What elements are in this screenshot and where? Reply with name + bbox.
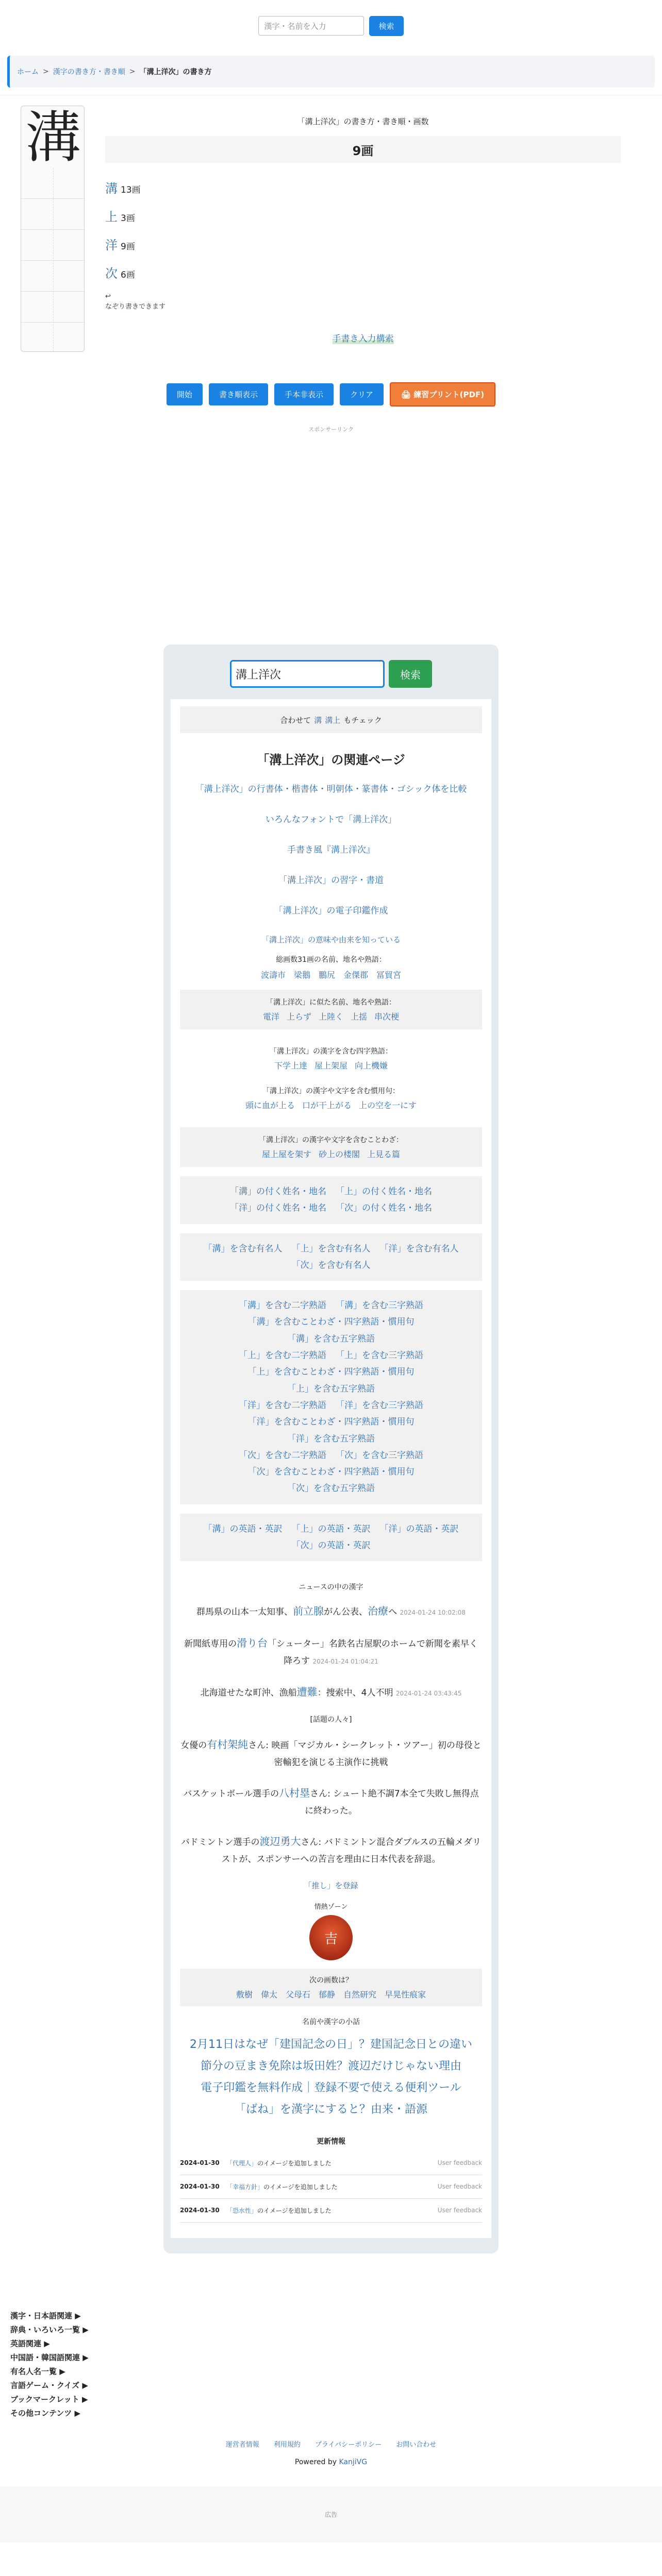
people-box (180, 1233, 482, 1281)
jukugo-link[interactable]: 「次」を含む二字熟語 (239, 1450, 326, 1461)
footer-menu-item[interactable]: 辞典・いろいろ一覧 ▶ (10, 2325, 89, 2334)
name-place-link[interactable]: 「次」の付く姓名・地名 (336, 1203, 432, 1214)
english-box (180, 1514, 482, 1562)
footer-menu-item[interactable]: その他コンテンツ ▶ (10, 2408, 81, 2418)
similar-heading: 「溝上洋次」に似た名前、地名や熟語： (266, 998, 396, 1007)
topic-link[interactable]: 有村架純 (207, 1738, 249, 1751)
sponsor-label: スポンサーリンク (308, 426, 354, 433)
search-button[interactable]: 検索 (369, 16, 403, 36)
omikuji-icon[interactable]: 吉 (309, 1915, 353, 1960)
idiom2-heading: 「溝上洋次」の漢字や文字を含む慣用句： (262, 1087, 400, 1095)
name-place-link[interactable]: 「上」の付く姓名・地名 (336, 1186, 432, 1197)
related-link[interactable]: 「溝上洋次」の行書体・楷書体・明朝体・篆書体・ゴシック体を比較 (195, 784, 467, 794)
related-title: 「溝上洋次」の関連ページ (257, 753, 405, 767)
quiz-list (180, 2034, 482, 2120)
name-place-link[interactable]: 「溝」の付く姓名・地名 (230, 1186, 326, 1197)
english-link[interactable]: 「上」の英語・英訳 (291, 1523, 371, 1534)
same-strokes-heading: 総画数31画の名前、地名や熟語： (276, 955, 386, 964)
same-strokes-link[interactable]: 梁鵝 (293, 970, 310, 980)
jukugo-link[interactable]: 「洋」を含む五字熟語 (287, 1433, 375, 1444)
similar-box (180, 990, 482, 1029)
next-link[interactable]: 郁静 (319, 1990, 336, 2000)
check-link[interactable]: 溝 (314, 715, 322, 725)
news-time: 2024-01-24 01:04:21 (312, 1658, 378, 1666)
stroke-heading: 「溝上洋次」の書き方・書き順・画数 (297, 117, 429, 126)
zone-label: 情熱ゾーン (314, 1903, 348, 1911)
clear-button[interactable]: クリア (340, 383, 384, 405)
char-item (105, 207, 621, 225)
topic-item: バスケットボール選手の八村塁さん: シュート絶不調7本全て失敗し無得点に終わった。 (183, 1786, 479, 1816)
proverb-heading: 「溝上洋次」の漢字や文字を含むことわざ： (259, 1136, 403, 1144)
idiom2-link[interactable]: 頭に血が上る (245, 1100, 295, 1110)
topic-link[interactable]: 渡辺勇大 (259, 1835, 301, 1848)
idiom-heading: 「溝上洋次」の漢字を含む四字熟語： (270, 1047, 392, 1056)
updates-heading: 更新情報 (317, 2137, 345, 2146)
footer-link[interactable]: 利用規約 (273, 2441, 301, 2449)
footer-menu (0, 2310, 662, 2418)
same-strokes-link[interactable]: 冨貿宮 (376, 970, 402, 980)
char-strokes: 3画 (121, 213, 135, 224)
related-link[interactable]: 「溝上洋次」の電子印鑑作成 (274, 905, 388, 916)
breadcrumb-sep: > (43, 67, 49, 76)
quiz-link[interactable]: 節分の豆まき免除は坂田姓？渡辺だけじゃない理由 (200, 2060, 461, 2073)
news-list (180, 1601, 482, 1701)
also-check-prefix: 合わせて (280, 715, 311, 725)
breadcrumb-section[interactable]: 漢字の書き方・書き順 (53, 68, 125, 76)
jukugo-link[interactable]: 「上」を含む三字熟語 (336, 1350, 423, 1361)
trace-note: ↩ なぞり書きできます (105, 293, 166, 311)
next-link[interactable]: 父母石 (285, 1990, 310, 2000)
practice-grid (21, 168, 84, 352)
update-row: 2024-01-30 「恐水性」のイメージを追加しました User feedback (180, 2199, 482, 2223)
idiom2-link[interactable]: 口が干上がる (302, 1100, 352, 1110)
people-link[interactable]: 「洋」を含む有名人 (379, 1243, 459, 1254)
similar-link[interactable]: 上陸く (318, 1011, 343, 1022)
news-time: 2024-01-24 10:02:08 (400, 1609, 466, 1617)
quiz-heading: 名前や漢字の小話 (302, 2018, 360, 2027)
footer-menu-item[interactable]: 言語ゲーム・クイズ ▶ (10, 2380, 88, 2390)
english-link[interactable]: 「次」の英語・英訳 (291, 1540, 371, 1551)
ad-banner[interactable]: 広告 (0, 2487, 662, 2543)
idiom-box (180, 1039, 482, 1078)
jukugo-link[interactable]: 「溝」を含むことわざ・四字熟語・慣用句 (247, 1317, 415, 1328)
related-section (163, 645, 499, 2253)
related-list (180, 782, 482, 947)
powered-by: Powered by KanjiVG (294, 2458, 368, 2466)
char-strokes: 13画 (121, 185, 141, 195)
news-link[interactable]: 遭難 (296, 1685, 318, 1698)
char-strokes: 6画 (121, 270, 135, 280)
related-link[interactable]: 「溝上洋次」の習字・書道 (278, 875, 384, 886)
jukugo-link[interactable]: 「洋」を含む三字熟語 (336, 1400, 423, 1411)
next-heading: 次の画数は？ (309, 1976, 353, 1985)
top-bar (0, 0, 662, 52)
topic-list (180, 1735, 482, 1868)
update-link[interactable]: 「幸福方針」 (226, 2183, 264, 2191)
jukugo-link[interactable]: 「溝」を含む三字熟語 (336, 1300, 423, 1311)
footer-menu-item[interactable]: 英語関連 ▶ (10, 2338, 50, 2348)
people-link[interactable]: 「溝」を含む有名人 (203, 1243, 283, 1254)
update-link[interactable]: 「恐水性」 (226, 2207, 258, 2214)
print-pdf-button[interactable]: 🖨 練習プリント(PDF) (390, 382, 495, 406)
handwrite-link[interactable]: 手書き入力構索 (332, 334, 394, 344)
names-place-box (180, 1176, 482, 1224)
stroke-info (85, 106, 641, 355)
breadcrumb-current: 「溝上洋次」の書き方 (139, 68, 212, 76)
search-button-2[interactable]: 検索 (389, 660, 432, 688)
controls (0, 365, 662, 423)
related-link[interactable]: いろんなフォントで「溝上洋次」 (265, 814, 397, 825)
idiom-link[interactable]: 屋上架屋 (314, 1060, 347, 1071)
update-link[interactable]: 「代理人」 (226, 2159, 258, 2167)
proverb-link[interactable]: 屋上屋を架す (261, 1149, 311, 1159)
char-link[interactable]: 洋 (105, 238, 118, 252)
footer-link[interactable]: プライバシーポリシー (315, 2441, 382, 2449)
similar-link[interactable]: 電洋 (262, 1011, 279, 1022)
start-button[interactable]: 開始 (167, 383, 203, 405)
next-link[interactable]: 自然研究 (343, 1990, 377, 2000)
news-link[interactable]: 治療 (368, 1605, 389, 1618)
breadcrumb-home[interactable]: ホーム (17, 68, 39, 76)
stroke-order-button[interactable]: 書き順表示 (209, 383, 268, 405)
breadcrumb-sep: > (129, 67, 136, 76)
kanjivg-link[interactable]: KanjiVG (339, 2458, 368, 2466)
kanji-display: 溝 (25, 106, 81, 170)
update-row: 2024-01-30 「幸福方針」のイメージを追加しました User feedback (180, 2175, 482, 2199)
footer-menu-item[interactable]: 有名人名一覧 ▶ (10, 2366, 65, 2376)
footer-link[interactable]: 運営者情報 (225, 2441, 259, 2449)
same-strokes-link[interactable]: 金傑郡 (343, 970, 369, 980)
jukugo-link[interactable]: 「洋」を含む二字熟語 (239, 1400, 326, 1411)
char-item (105, 263, 621, 281)
char-strokes: 9画 (121, 242, 135, 252)
search-bar-2 (171, 660, 491, 688)
proverb-box (180, 1127, 482, 1167)
jukugo-link[interactable]: 「上」を含む五字熟語 (287, 1383, 375, 1394)
same-strokes-link[interactable]: 鵬尻 (318, 970, 335, 980)
jukugo-link[interactable]: 「溝」を含む五字熟語 (287, 1333, 375, 1344)
char-item (105, 178, 621, 196)
char-link[interactable]: 上 (105, 210, 118, 224)
next-strokes-box (180, 1969, 482, 2006)
same-strokes-link[interactable]: 波濤市 (260, 970, 286, 980)
quiz-link[interactable]: 「ばね」を漢字にすると？由来・語源 (234, 2103, 427, 2116)
search-input-2[interactable]: 溝上洋次 (230, 660, 385, 688)
topic-link[interactable]: 八村塁 (279, 1786, 310, 1799)
proverb-link[interactable]: 上見る篇 (367, 1149, 401, 1159)
jukugo-link[interactable]: 「次」を含むことわざ・四字熟語・慣用句 (247, 1467, 415, 1478)
update-row: 2024-01-30 「代理人」のイメージを追加しました User feedback (180, 2151, 482, 2175)
news-item: 群馬県の山本一太知事、前立腺がん公表、治療へ 2024-01-24 10:02:08 (196, 1605, 466, 1618)
oshi-register-link[interactable]: 「推し」を登録 (304, 1881, 358, 1891)
next-link[interactable]: 早晃性痕家 (385, 1990, 426, 2000)
topic-item: バドミントン選手の渡辺勇大さん: バドミントン混合ダブルスの五輪メダリストが、スポンサーへの苦言を理由に日本代表を辞退。 (180, 1835, 482, 1865)
total-strokes: 9画 (105, 136, 621, 163)
english-link[interactable]: 「溝」の英語・英訳 (203, 1523, 283, 1534)
news-link[interactable]: 前立腺 (293, 1605, 324, 1618)
char-item (105, 235, 621, 253)
topic-heading: [話題の人々] (310, 1715, 352, 1724)
similar-link[interactable]: 上揺 (351, 1011, 368, 1022)
jukugo-link[interactable]: 「次」を含む三字熟語 (336, 1450, 423, 1461)
related-link[interactable]: 「溝上洋次」の意味や由来を知っている (261, 935, 401, 945)
quiz-link[interactable]: 2月11日はなぜ「建国記念の日」？建国記念日との違い (190, 2038, 472, 2052)
char-link[interactable]: 溝 (105, 181, 118, 196)
updates-list (180, 2151, 482, 2223)
people-link[interactable]: 「次」を含む有名人 (291, 1260, 371, 1270)
stroke-order-panel (0, 95, 662, 365)
check-link[interactable]: 溝上 (325, 715, 341, 725)
news-link[interactable]: 滑り台 (237, 1637, 268, 1650)
search-input[interactable]: 漢字・名前を入力 (258, 16, 364, 36)
writing-canvas[interactable] (21, 106, 85, 352)
jukugo-box (180, 1290, 482, 1504)
next-link[interactable]: 敷樹 (236, 1990, 253, 2000)
topic-item: 女優の有村架純さん: 映画「マジカル・シークレット・ツアー」初の母役と密輸犯を演じる主演作に挑戦 (180, 1738, 482, 1768)
proverb-link[interactable]: 砂上の楼閣 (318, 1149, 360, 1159)
footer-menu-item[interactable]: ブックマークレット ▶ (10, 2394, 88, 2404)
idiom2-link[interactable]: 上の空を一にす (359, 1100, 417, 1110)
also-check (180, 706, 482, 733)
char-list (105, 178, 621, 281)
similar-link[interactable]: 上らず (286, 1011, 311, 1022)
jukugo-link[interactable]: 「洋」を含むことわざ・四字熟語・慣用句 (247, 1417, 415, 1428)
news-heading: ニュースの中の漢字 (299, 1583, 363, 1592)
news-item: 新聞紙専用の滑り台「シューター」名鉄名古屋駅のホームで新聞を素早く降ろす 2024-01-24 01:04:21 (184, 1637, 478, 1667)
news-item: 北海道せたな町沖、漁船遭難：捜索中、4人不明 2024-01-24 03:43:45 (200, 1685, 462, 1698)
footer-link[interactable]: お問い合わせ (396, 2441, 437, 2449)
jukugo-link[interactable]: 「上」を含むことわざ・四字熟語・慣用句 (247, 1367, 415, 1378)
idiom-link[interactable]: 下学上達 (274, 1060, 307, 1071)
footer-links (0, 2439, 662, 2449)
next-link[interactable]: 偉太 (260, 1990, 277, 2000)
same-strokes-links (180, 969, 482, 980)
related-panel (171, 699, 491, 2238)
related-link[interactable]: 手書き風『溝上洋次』 (287, 844, 375, 855)
english-link[interactable]: 「洋」の英語・英訳 (379, 1523, 459, 1534)
footer-menu-item[interactable]: 中国語・韓国語関連 ▶ (10, 2352, 89, 2362)
breadcrumb (7, 56, 655, 88)
jukugo-link[interactable]: 「上」を含む二字熟語 (239, 1350, 326, 1361)
name-place-link[interactable]: 「洋」の付く姓名・地名 (230, 1203, 326, 1214)
jukugo-link[interactable]: 「溝」を含む二字熟語 (239, 1300, 326, 1311)
quiz-link[interactable]: 電子印鑑を無料作成｜登録不要で使える便利ツール (201, 2081, 461, 2095)
model-toggle-button[interactable]: 手本非表示 (274, 383, 334, 405)
people-link[interactable]: 「上」を含む有名人 (291, 1243, 371, 1254)
idiom2-box (180, 1078, 482, 1118)
jukugo-link[interactable]: 「次」を含む五字熟語 (287, 1483, 375, 1494)
idiom-link[interactable]: 向上機嫌 (355, 1060, 388, 1071)
similar-link[interactable]: 串次梗 (374, 1011, 400, 1022)
footer-menu-item[interactable]: 漢字・日本語関連 ▶ (10, 2311, 81, 2320)
also-check-suffix: もチェック (343, 715, 382, 725)
news-time: 2024-01-24 03:43:45 (395, 1689, 462, 1697)
char-link[interactable]: 次 (105, 266, 118, 281)
